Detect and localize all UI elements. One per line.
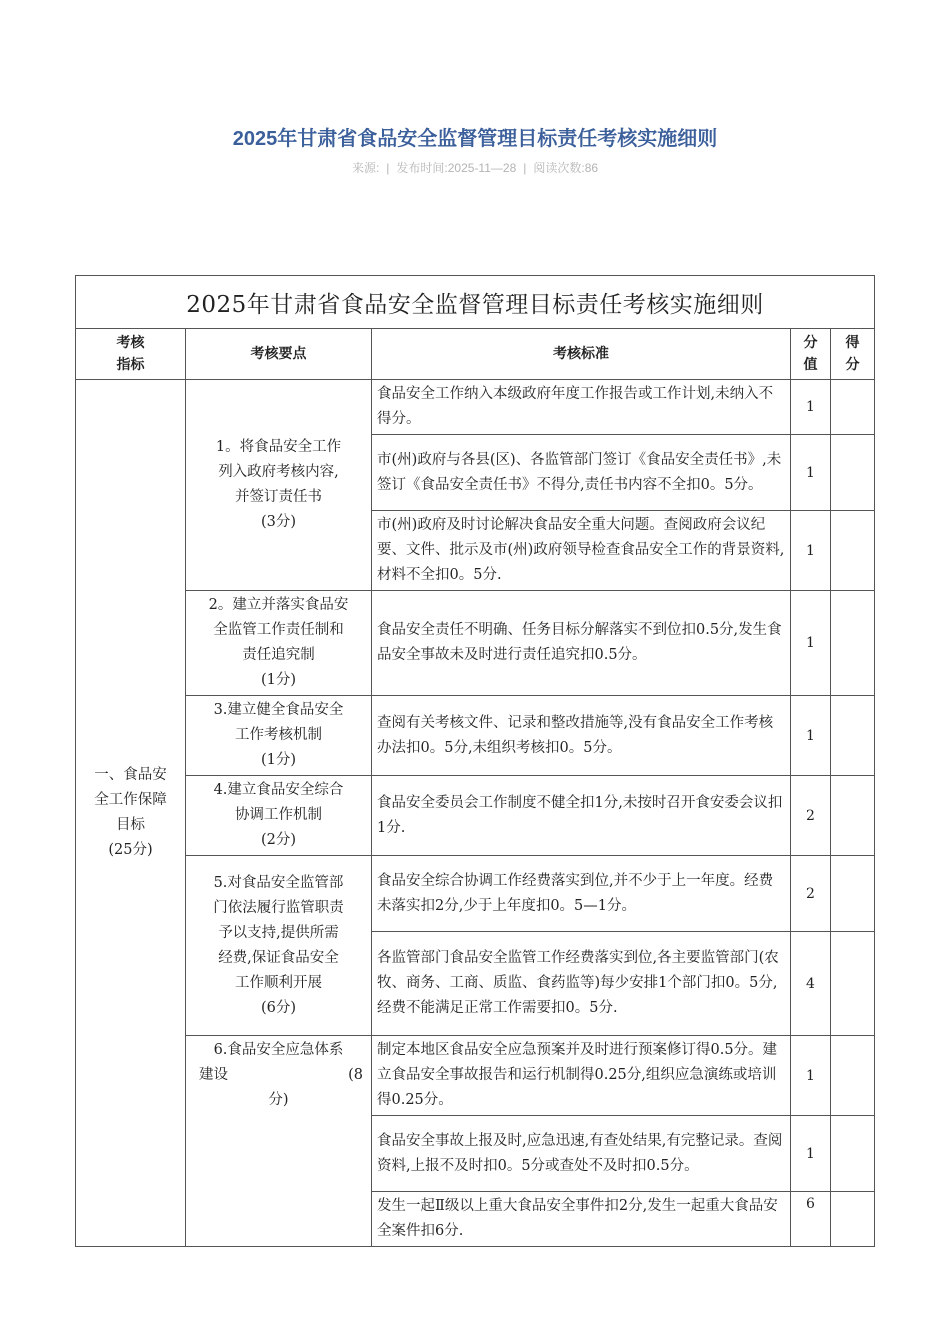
value-cell: 1 bbox=[791, 1116, 831, 1192]
key-point-cell: 5.对食品安全监管部 门依法履行监管职责 予以支持,提供所需 经费,保证食品安全 工作顺利开展 (6分) bbox=[186, 856, 372, 1036]
header-indicator: 考核 指标 bbox=[76, 329, 186, 380]
score-cell bbox=[831, 511, 875, 591]
meta-published-date: 发布时间:2025-11—28 bbox=[396, 161, 517, 175]
score-cell bbox=[831, 591, 875, 696]
score-cell bbox=[831, 1036, 875, 1116]
standard-cell: 发生一起Ⅱ级以上重大食品安全事件扣2分,发生一起重大食品安全案件扣6分. bbox=[372, 1192, 791, 1247]
key-point-cell: 1。将食品安全工作 列入政府考核内容, 并签订责任书 (3分) bbox=[186, 380, 372, 591]
header-standard: 考核标准 bbox=[372, 329, 791, 380]
standard-cell: 查阅有关考核文件、记录和整改措施等,没有食品安全工作考核办法扣0。5分,未组织考核扣0。5分。 bbox=[372, 696, 791, 776]
table-row bbox=[76, 591, 875, 696]
key-point-cell: 2。建立并落实食品安 全监管工作责任制和 责任追究制 (1分) bbox=[186, 591, 372, 696]
meta-separator: | bbox=[386, 161, 390, 175]
article-meta bbox=[0, 159, 950, 176]
key-point-cell: 6.食品安全应急体系 建设 (8 分) bbox=[186, 1036, 372, 1247]
assessment-table bbox=[75, 275, 875, 1247]
score-cell bbox=[831, 380, 875, 435]
score-cell bbox=[831, 435, 875, 511]
standard-cell: 食品安全综合协调工作经费落实到位,并不少于上一年度。经费未落实扣2分,少于上年度扣0。5—1分。 bbox=[372, 856, 791, 932]
standard-cell: 市(州)政府及时讨论解决食品安全重大问题。查阅政府会议纪要、文件、批示及市(州)政府领导检查食品安全工作的背景资料,材料不全扣0。5分. bbox=[372, 511, 791, 591]
value-cell: 2 bbox=[791, 856, 831, 932]
table-header-row bbox=[76, 329, 875, 380]
key-point-cell: 3.建立健全食品安全 工作考核机制 (1分) bbox=[186, 696, 372, 776]
standard-cell: 制定本地区食品安全应急预案并及时进行预案修订得0.5分。建立食品安全事故报告和运行机制得0.25分,组织应急演练或培训得0.25分。 bbox=[372, 1036, 791, 1116]
value-cell: 1 bbox=[791, 380, 831, 435]
meta-source: 来源: bbox=[351, 161, 380, 175]
value-cell: 1 bbox=[791, 435, 831, 511]
meta-separator: | bbox=[523, 161, 527, 175]
value-cell: 4 bbox=[791, 932, 831, 1036]
table-row bbox=[76, 380, 875, 435]
header-score: 得 分 bbox=[831, 329, 875, 380]
score-cell bbox=[831, 856, 875, 932]
value-cell: 1 bbox=[791, 1036, 831, 1116]
value-cell: 1 bbox=[791, 696, 831, 776]
score-cell bbox=[831, 696, 875, 776]
score-cell bbox=[831, 932, 875, 1036]
table-row bbox=[76, 696, 875, 776]
table-row bbox=[76, 1036, 875, 1116]
standard-cell: 食品安全责任不明确、任务目标分解落实不到位扣0.5分,发生食品安全事故未及时进行责任追究扣0.5分。 bbox=[372, 591, 791, 696]
score-cell bbox=[831, 1192, 875, 1247]
key-point-cell: 4.建立食品安全综合 协调工作机制 (2分) bbox=[186, 776, 372, 856]
standard-cell: 食品安全委员会工作制度不健全扣1分,未按时召开食安委会议扣1分. bbox=[372, 776, 791, 856]
standard-cell: 食品安全事故上报及时,应急迅速,有查处结果,有完整记录。查阅资料,上报不及时扣0。5分或查处不及时扣0.5分。 bbox=[372, 1116, 791, 1192]
standard-cell: 市(州)政府与各县(区)、各监管部门签订《食品安全责任书》,未签订《食品安全责任书》不得分,责任书内容不全扣0。5分。 bbox=[372, 435, 791, 511]
indicator-cell: 一、食品安 全工作保障 目标 (25分) bbox=[76, 380, 186, 1247]
table-row bbox=[76, 776, 875, 856]
value-cell: 6 bbox=[791, 1192, 831, 1247]
standard-cell: 食品安全工作纳入本级政府年度工作报告或工作计划,未纳入不得分。 bbox=[372, 380, 791, 435]
table-row bbox=[76, 856, 875, 932]
header-key-points: 考核要点 bbox=[186, 329, 372, 380]
header-value: 分 值 bbox=[791, 329, 831, 380]
value-cell: 1 bbox=[791, 511, 831, 591]
page-title: 2025年甘肃省食品安全监督管理目标责任考核实施细则 bbox=[232, 128, 718, 150]
value-cell: 2 bbox=[791, 776, 831, 856]
meta-read-count: 阅读次数:86 bbox=[533, 161, 599, 175]
score-cell bbox=[831, 776, 875, 856]
table-title: 2025年甘肃省食品安全监督管理目标责任考核实施细则 bbox=[76, 276, 875, 329]
score-cell bbox=[831, 1116, 875, 1192]
standard-cell: 各监管部门食品安全监管工作经费落实到位,各主要监管部门(农牧、商务、工商、质监、食药监等)每少安排1个部门扣0。5分,经费不能满足正常工作需要扣0。5分. bbox=[372, 932, 791, 1036]
value-cell: 1 bbox=[791, 591, 831, 696]
